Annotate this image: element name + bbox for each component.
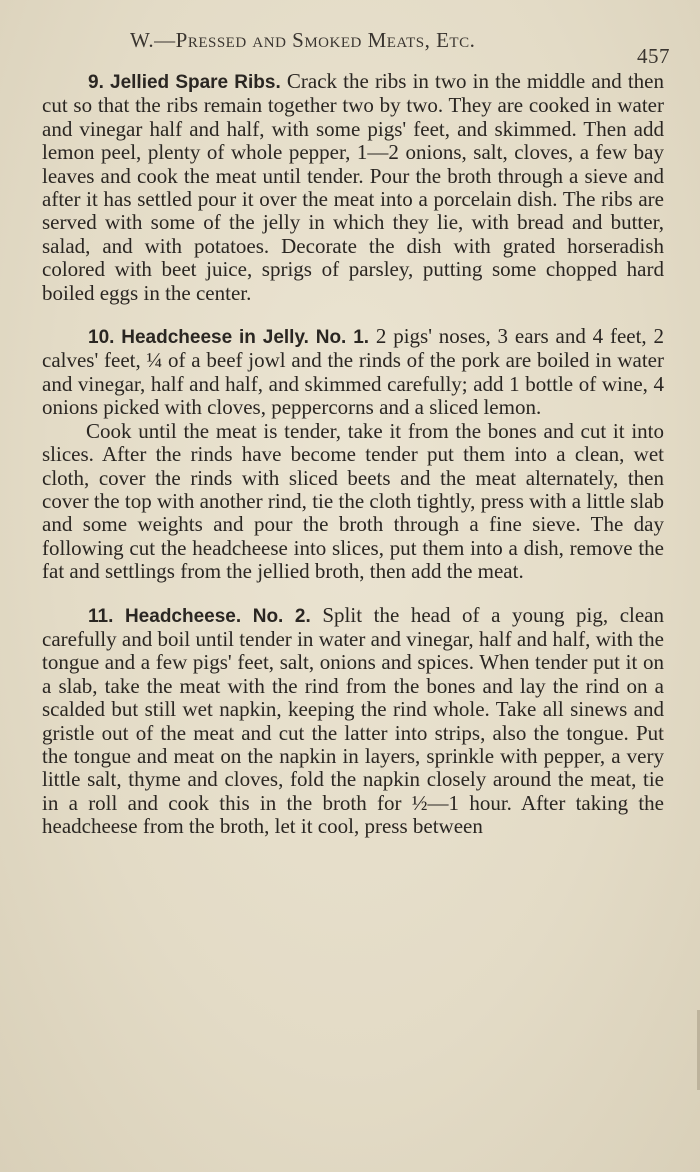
recipe-text: 2 pigs' noses, 3 ears and 4 feet, 2 calves' feet, ¼ of a beef jowl and the rinds of the pork are boiled in water and vinegar, half and half, and skimmed carefully; add 1 bottle of wine, 4 onions picked with cloves, peppercorns and a sliced lemon.	[42, 324, 665, 420]
recipe-text: Split the head of a young pig, clean carefully and boil until tender in water and vinegar, half and half, with the tongue and a few pigs' feet, salt, onions and spices. When tender put it on a slab, take the meat with the rind from the bones and lay the rind on a scalded but still wet napkin, keeping the rind whole. Take all sinews and gristle out of the meat and cut the latter into strips, also the tongue. Put the tongue and meat on the napkin in layers, sprinkle with pepper, a very little salt, thyme and cloves, fold the napkin closely around the meat, tie in a roll and cook this in the broth for ½—1 hour. After taking the headcheese from the broth, let it cool, press between	[42, 602, 664, 839]
recipe-paragraph	[42, 325, 664, 420]
recipe-title: 11. Headcheese. No. 2.	[88, 605, 311, 627]
page-body	[42, 70, 664, 839]
recipe-title: 10. Headcheese in Jelly. No. 1.	[88, 327, 370, 349]
recipe-headcheese-in-jelly	[42, 325, 664, 583]
recipe-jellied-spare-ribs	[42, 70, 664, 305]
recipe-paragraph	[42, 604, 664, 839]
recipe-text: Crack the ribs in two in the middle and then cut so that the ribs remain together two by two. They are cooked in water and vinegar half and half, with some pigs' feet, and skimmed. Then add lemon peel, plenty of whole pepper, 1—2 onions, salt, cloves, a few bay leaves and cook the meat until tender. Pour the broth through a sieve and after it has settled pour it over the meat into a porcelain dish. The ribs are served with some of the jelly in which they lie, with bread and butter, salad, and with potatoes. Decorate the dish with grated horseradish colored with beet juice, sprigs of parsley, putting some chopped hard boiled eggs in the center.	[42, 69, 664, 305]
recipe-paragraph: Cook until the meat is tender, take it from the bones and cut it into slices. After the rinds have become tender put them into a clean, wet cloth, cover the rinds with sliced beets and the meat alternately, then cover the top with another rind, tie the cloth tightly, press with a little slab and some weights and pour the broth through a fine sieve. The day following cut the headcheese into slices, put them into a dish, remove the fat and settlings from the jellied broth, then add the meat.	[42, 418, 664, 584]
recipe-headcheese-no2	[42, 604, 664, 839]
running-header	[130, 28, 670, 68]
chapter-title: W.—Pressed and Smoked Meats, Etc.	[130, 28, 476, 52]
recipe-title: 9. Jellied Spare Ribs.	[88, 72, 281, 93]
recipe-paragraph	[42, 70, 664, 305]
page-number: 457	[637, 44, 670, 68]
